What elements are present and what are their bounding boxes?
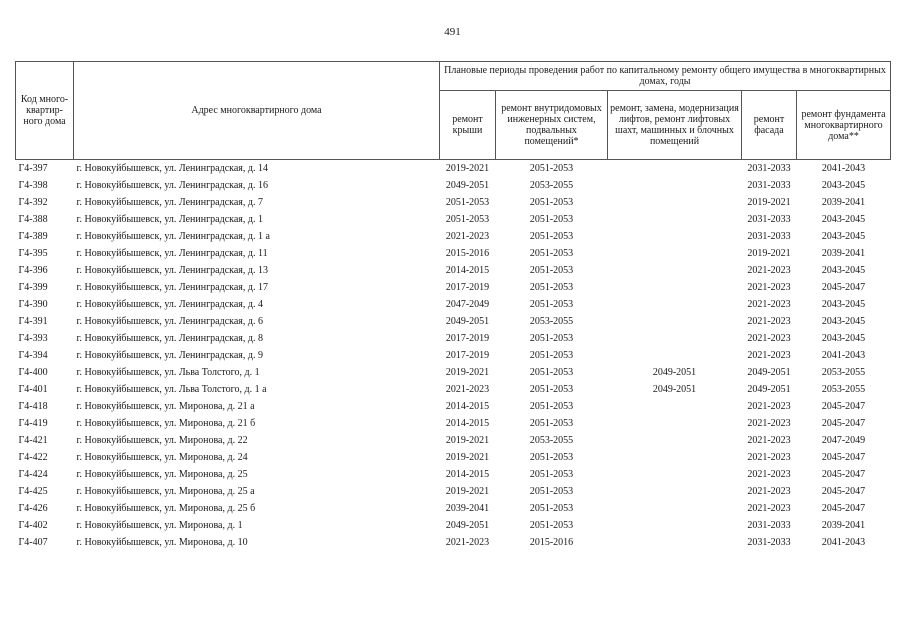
cell-address: г. Новокуйбышевск, ул. Миронова, д. 10: [76, 537, 248, 548]
cell-foundation: 2043-2045: [821, 231, 866, 242]
table-row: [16, 228, 891, 245]
cell-foundation: 2053-2055: [821, 367, 866, 378]
table-row: [16, 364, 891, 381]
cell-address: г. Новокуйбышевск, ул. Миронова, д. 25: [76, 469, 248, 480]
cell-roof: 2019-2021: [445, 435, 490, 446]
table-row: [16, 347, 891, 364]
cell-facade: 2031-2033: [747, 520, 791, 531]
cell-engineering: 2015-2016: [529, 537, 574, 548]
page-number: 491: [444, 26, 461, 38]
cell-facade: 2019-2021: [747, 248, 791, 259]
cell-foundation: 2045-2047: [821, 452, 866, 463]
cell-address: г. Новокуйбышевск, ул. Миронова, д. 22: [76, 435, 248, 446]
cell-address: г. Новокуйбышевск, ул. Ленинградская, д. 11: [76, 248, 268, 259]
table-row: [16, 245, 891, 262]
cell-code: Г4-390: [18, 299, 48, 310]
cell-elevators: [608, 483, 742, 500]
cell-address: г. Новокуйбышевск, ул. Ленинградская, д. 8: [76, 333, 263, 344]
cell-facade: 2021-2023: [747, 452, 791, 463]
table-row: [16, 517, 891, 534]
cell-code: Г4-391: [18, 316, 48, 327]
cell-facade: 2021-2023: [747, 299, 791, 310]
cell-engineering: 2051-2053: [529, 333, 574, 344]
cell-engineering: 2051-2053: [529, 452, 574, 463]
header-foundation: ремонт фундамента многоквартирного дома**: [797, 91, 891, 160]
cell-code: Г4-407: [18, 537, 48, 548]
cell-code: Г4-401: [18, 384, 48, 395]
cell-engineering: 2051-2053: [529, 231, 574, 242]
cell-engineering: 2051-2053: [529, 299, 574, 310]
cell-engineering: 2051-2053: [529, 265, 574, 276]
cell-elevators: [608, 449, 742, 466]
cell-facade: 2021-2023: [747, 316, 791, 327]
cell-facade: 2031-2033: [747, 214, 791, 225]
cell-address: г. Новокуйбышевск, ул. Миронова, д. 25 б: [76, 503, 256, 514]
cell-elevators: 2049-2051: [652, 367, 697, 378]
cell-roof: 2019-2021: [445, 367, 490, 378]
cell-elevators: 2049-2051: [652, 384, 697, 395]
cell-engineering: 2051-2053: [529, 282, 574, 293]
cell-foundation: 2045-2047: [821, 418, 866, 429]
cell-foundation: 2043-2045: [821, 333, 866, 344]
table-row: [16, 160, 891, 178]
cell-engineering: 2051-2053: [529, 163, 574, 174]
cell-address: г. Новокуйбышевск, ул. Ленинградская, д. 13: [76, 265, 268, 276]
cell-facade: 2021-2023: [747, 503, 791, 514]
cell-engineering: 2051-2053: [529, 418, 574, 429]
cell-facade: 2021-2023: [747, 265, 791, 276]
cell-facade: 2021-2023: [747, 401, 791, 412]
cell-facade: 2049-2051: [747, 367, 791, 378]
table-row: [16, 177, 891, 194]
cell-elevators: [608, 415, 742, 432]
cell-elevators: [608, 500, 742, 517]
cell-foundation: 2045-2047: [821, 282, 866, 293]
cell-elevators: [608, 347, 742, 364]
cell-code: Г4-402: [18, 520, 48, 531]
table-row: [16, 500, 891, 517]
table-row: [16, 483, 891, 500]
cell-code: Г4-389: [18, 231, 48, 242]
header-engineering: ремонт внутридомовых инженерных систем, подвальных помещений*: [496, 91, 608, 160]
header-planned-periods: Плановые периоды проведения работ по капитальному ремонту общего имущества в многоквартирных домах, годы: [440, 62, 891, 91]
cell-facade: 2021-2023: [747, 486, 791, 497]
cell-address: г. Новокуйбышевск, ул. Ленинградская, д. 7: [76, 197, 263, 208]
cell-roof: 2015-2016: [445, 248, 490, 259]
cell-code: Г4-400: [18, 367, 48, 378]
cell-foundation: 2039-2041: [821, 197, 866, 208]
header-code: Код много-квартир-ного дома: [16, 62, 74, 160]
table-row: [16, 296, 891, 313]
cell-foundation: 2043-2045: [821, 316, 866, 327]
cell-roof: 2014-2015: [445, 401, 490, 412]
cell-address: г. Новокуйбышевск, ул. Льва Толстого, д. 1: [76, 367, 260, 378]
cell-roof: 2017-2019: [445, 350, 490, 361]
cell-roof: 2017-2019: [445, 333, 490, 344]
cell-roof: 2021-2023: [445, 384, 490, 395]
cell-elevators: [608, 245, 742, 262]
table-row: [16, 211, 891, 228]
header-roof: ремонт крыши: [440, 91, 496, 160]
cell-code: Г4-388: [18, 214, 48, 225]
cell-code: Г4-419: [18, 418, 48, 429]
cell-address: г. Новокуйбышевск, ул. Ленинградская, д. 1 а: [76, 231, 270, 242]
cell-code: Г4-426: [18, 503, 48, 514]
cell-engineering: 2051-2053: [529, 214, 574, 225]
cell-foundation: 2043-2045: [821, 180, 866, 191]
capital-repair-table: [15, 61, 891, 551]
cell-elevators: [608, 194, 742, 211]
table-row: [16, 381, 891, 398]
cell-elevators: [608, 279, 742, 296]
cell-code: Г4-421: [18, 435, 48, 446]
cell-address: г. Новокуйбышевск, ул. Ленинградская, д. 1: [76, 214, 263, 225]
cell-roof: 2049-2051: [445, 316, 490, 327]
cell-code: Г4-422: [18, 452, 48, 463]
cell-address: г. Новокуйбышевск, ул. Миронова, д. 21 б: [76, 418, 256, 429]
cell-code: Г4-395: [18, 248, 48, 259]
header-elevators: ремонт, замена, модернизация лифтов, ремонт лифтовых шахт, машинных и блочных помещений: [608, 91, 742, 160]
cell-elevators: [608, 432, 742, 449]
cell-engineering: 2051-2053: [529, 469, 574, 480]
cell-foundation: 2045-2047: [821, 401, 866, 412]
cell-engineering: 2051-2053: [529, 248, 574, 259]
cell-address: г. Новокуйбышевск, ул. Ленинградская, д. 6: [76, 316, 263, 327]
cell-foundation: 2041-2043: [821, 163, 866, 174]
cell-elevators: [608, 330, 742, 347]
cell-elevators: [608, 398, 742, 415]
cell-facade: 2021-2023: [747, 469, 791, 480]
cell-foundation: 2043-2045: [821, 265, 866, 276]
cell-facade: 2031-2033: [747, 537, 791, 548]
cell-elevators: [608, 313, 742, 330]
cell-address: г. Новокуйбышевск, ул. Миронова, д. 21 а: [76, 401, 255, 412]
cell-roof: 2049-2051: [445, 180, 490, 191]
cell-code: Г4-392: [18, 197, 48, 208]
cell-foundation: 2039-2041: [821, 520, 866, 531]
cell-engineering: 2053-2055: [529, 180, 574, 191]
cell-engineering: 2051-2053: [529, 384, 574, 395]
cell-roof: 2019-2021: [445, 452, 490, 463]
cell-code: Г4-425: [18, 486, 48, 497]
cell-roof: 2039-2041: [445, 503, 490, 514]
cell-engineering: 2053-2055: [529, 435, 574, 446]
cell-roof: 2049-2051: [445, 520, 490, 531]
cell-elevators: [608, 466, 742, 483]
cell-elevators: [608, 177, 742, 194]
cell-address: г. Новокуйбышевск, ул. Ленинградская, д. 16: [76, 180, 268, 191]
cell-engineering: 2051-2053: [529, 486, 574, 497]
cell-code: Г4-418: [18, 401, 48, 412]
cell-foundation: 2043-2045: [821, 299, 866, 310]
cell-foundation: 2041-2043: [821, 350, 866, 361]
cell-code: Г4-399: [18, 282, 48, 293]
table-row: [16, 415, 891, 432]
cell-roof: 2014-2015: [445, 469, 490, 480]
cell-roof: 2051-2053: [445, 197, 490, 208]
cell-elevators: [608, 228, 742, 245]
cell-elevators: [608, 262, 742, 279]
cell-code: Г4-393: [18, 333, 48, 344]
cell-roof: 2019-2021: [445, 163, 490, 174]
cell-facade: 2019-2021: [747, 197, 791, 208]
cell-facade: 2031-2033: [747, 231, 791, 242]
cell-code: Г4-397: [18, 163, 48, 174]
cell-facade: 2031-2033: [747, 180, 791, 191]
cell-code: Г4-394: [18, 350, 48, 361]
cell-address: г. Новокуйбышевск, ул. Льва Толстого, д. 1 а: [76, 384, 267, 395]
cell-elevators: [608, 534, 742, 551]
cell-address: г. Новокуйбышевск, ул. Ленинградская, д. 9: [76, 350, 263, 361]
cell-code: Г4-424: [18, 469, 48, 480]
cell-engineering: 2051-2053: [529, 520, 574, 531]
cell-facade: 2021-2023: [747, 350, 791, 361]
cell-foundation: 2047-2049: [821, 435, 866, 446]
cell-foundation: 2039-2041: [821, 248, 866, 259]
cell-roof: 2017-2019: [445, 282, 490, 293]
cell-address: г. Новокуйбышевск, ул. Миронова, д. 1: [76, 520, 243, 531]
cell-elevators: [608, 517, 742, 534]
table-row: [16, 466, 891, 483]
cell-address: г. Новокуйбышевск, ул. Миронова, д. 25 а: [76, 486, 255, 497]
cell-roof: 2014-2015: [445, 265, 490, 276]
cell-elevators: [608, 296, 742, 313]
cell-roof: 2021-2023: [445, 537, 490, 548]
table-row: [16, 313, 891, 330]
table-row: [16, 194, 891, 211]
header-facade: ремонт фасада: [742, 91, 797, 160]
table-row: [16, 262, 891, 279]
table-row: [16, 279, 891, 296]
cell-address: г. Новокуйбышевск, ул. Ленинградская, д. 4: [76, 299, 263, 310]
cell-address: г. Новокуйбышевск, ул. Миронова, д. 24: [76, 452, 248, 463]
cell-address: г. Новокуйбышевск, ул. Ленинградская, д. 17: [76, 282, 268, 293]
header-address: Адрес многоквартирного дома: [74, 62, 440, 160]
cell-facade: 2049-2051: [747, 384, 791, 395]
cell-foundation: 2045-2047: [821, 486, 866, 497]
cell-roof: 2014-2015: [445, 418, 490, 429]
cell-roof: 2047-2049: [445, 299, 490, 310]
cell-facade: 2031-2033: [747, 163, 791, 174]
cell-elevators: [608, 211, 742, 228]
cell-roof: 2021-2023: [445, 231, 490, 242]
cell-address: г. Новокуйбышевск, ул. Ленинградская, д. 14: [76, 163, 268, 174]
cell-engineering: 2051-2053: [529, 401, 574, 412]
cell-engineering: 2051-2053: [529, 197, 574, 208]
table-row: [16, 534, 891, 551]
table-row: [16, 330, 891, 347]
cell-engineering: 2051-2053: [529, 503, 574, 514]
cell-roof: 2019-2021: [445, 486, 490, 497]
cell-foundation: 2045-2047: [821, 503, 866, 514]
cell-facade: 2021-2023: [747, 418, 791, 429]
cell-facade: 2021-2023: [747, 435, 791, 446]
cell-facade: 2021-2023: [747, 333, 791, 344]
cell-elevators: [608, 160, 742, 178]
table-row: [16, 449, 891, 466]
cell-foundation: 2043-2045: [821, 214, 866, 225]
cell-roof: 2051-2053: [445, 214, 490, 225]
cell-foundation: 2053-2055: [821, 384, 866, 395]
cell-facade: 2021-2023: [747, 282, 791, 293]
cell-engineering: 2051-2053: [529, 350, 574, 361]
cell-code: Г4-396: [18, 265, 48, 276]
cell-engineering: 2051-2053: [529, 367, 574, 378]
cell-engineering: 2053-2055: [529, 316, 574, 327]
cell-code: Г4-398: [18, 180, 48, 191]
cell-foundation: 2041-2043: [821, 537, 866, 548]
table-row: [16, 432, 891, 449]
table-body: [16, 160, 891, 552]
table-row: [16, 398, 891, 415]
cell-foundation: 2045-2047: [821, 469, 866, 480]
